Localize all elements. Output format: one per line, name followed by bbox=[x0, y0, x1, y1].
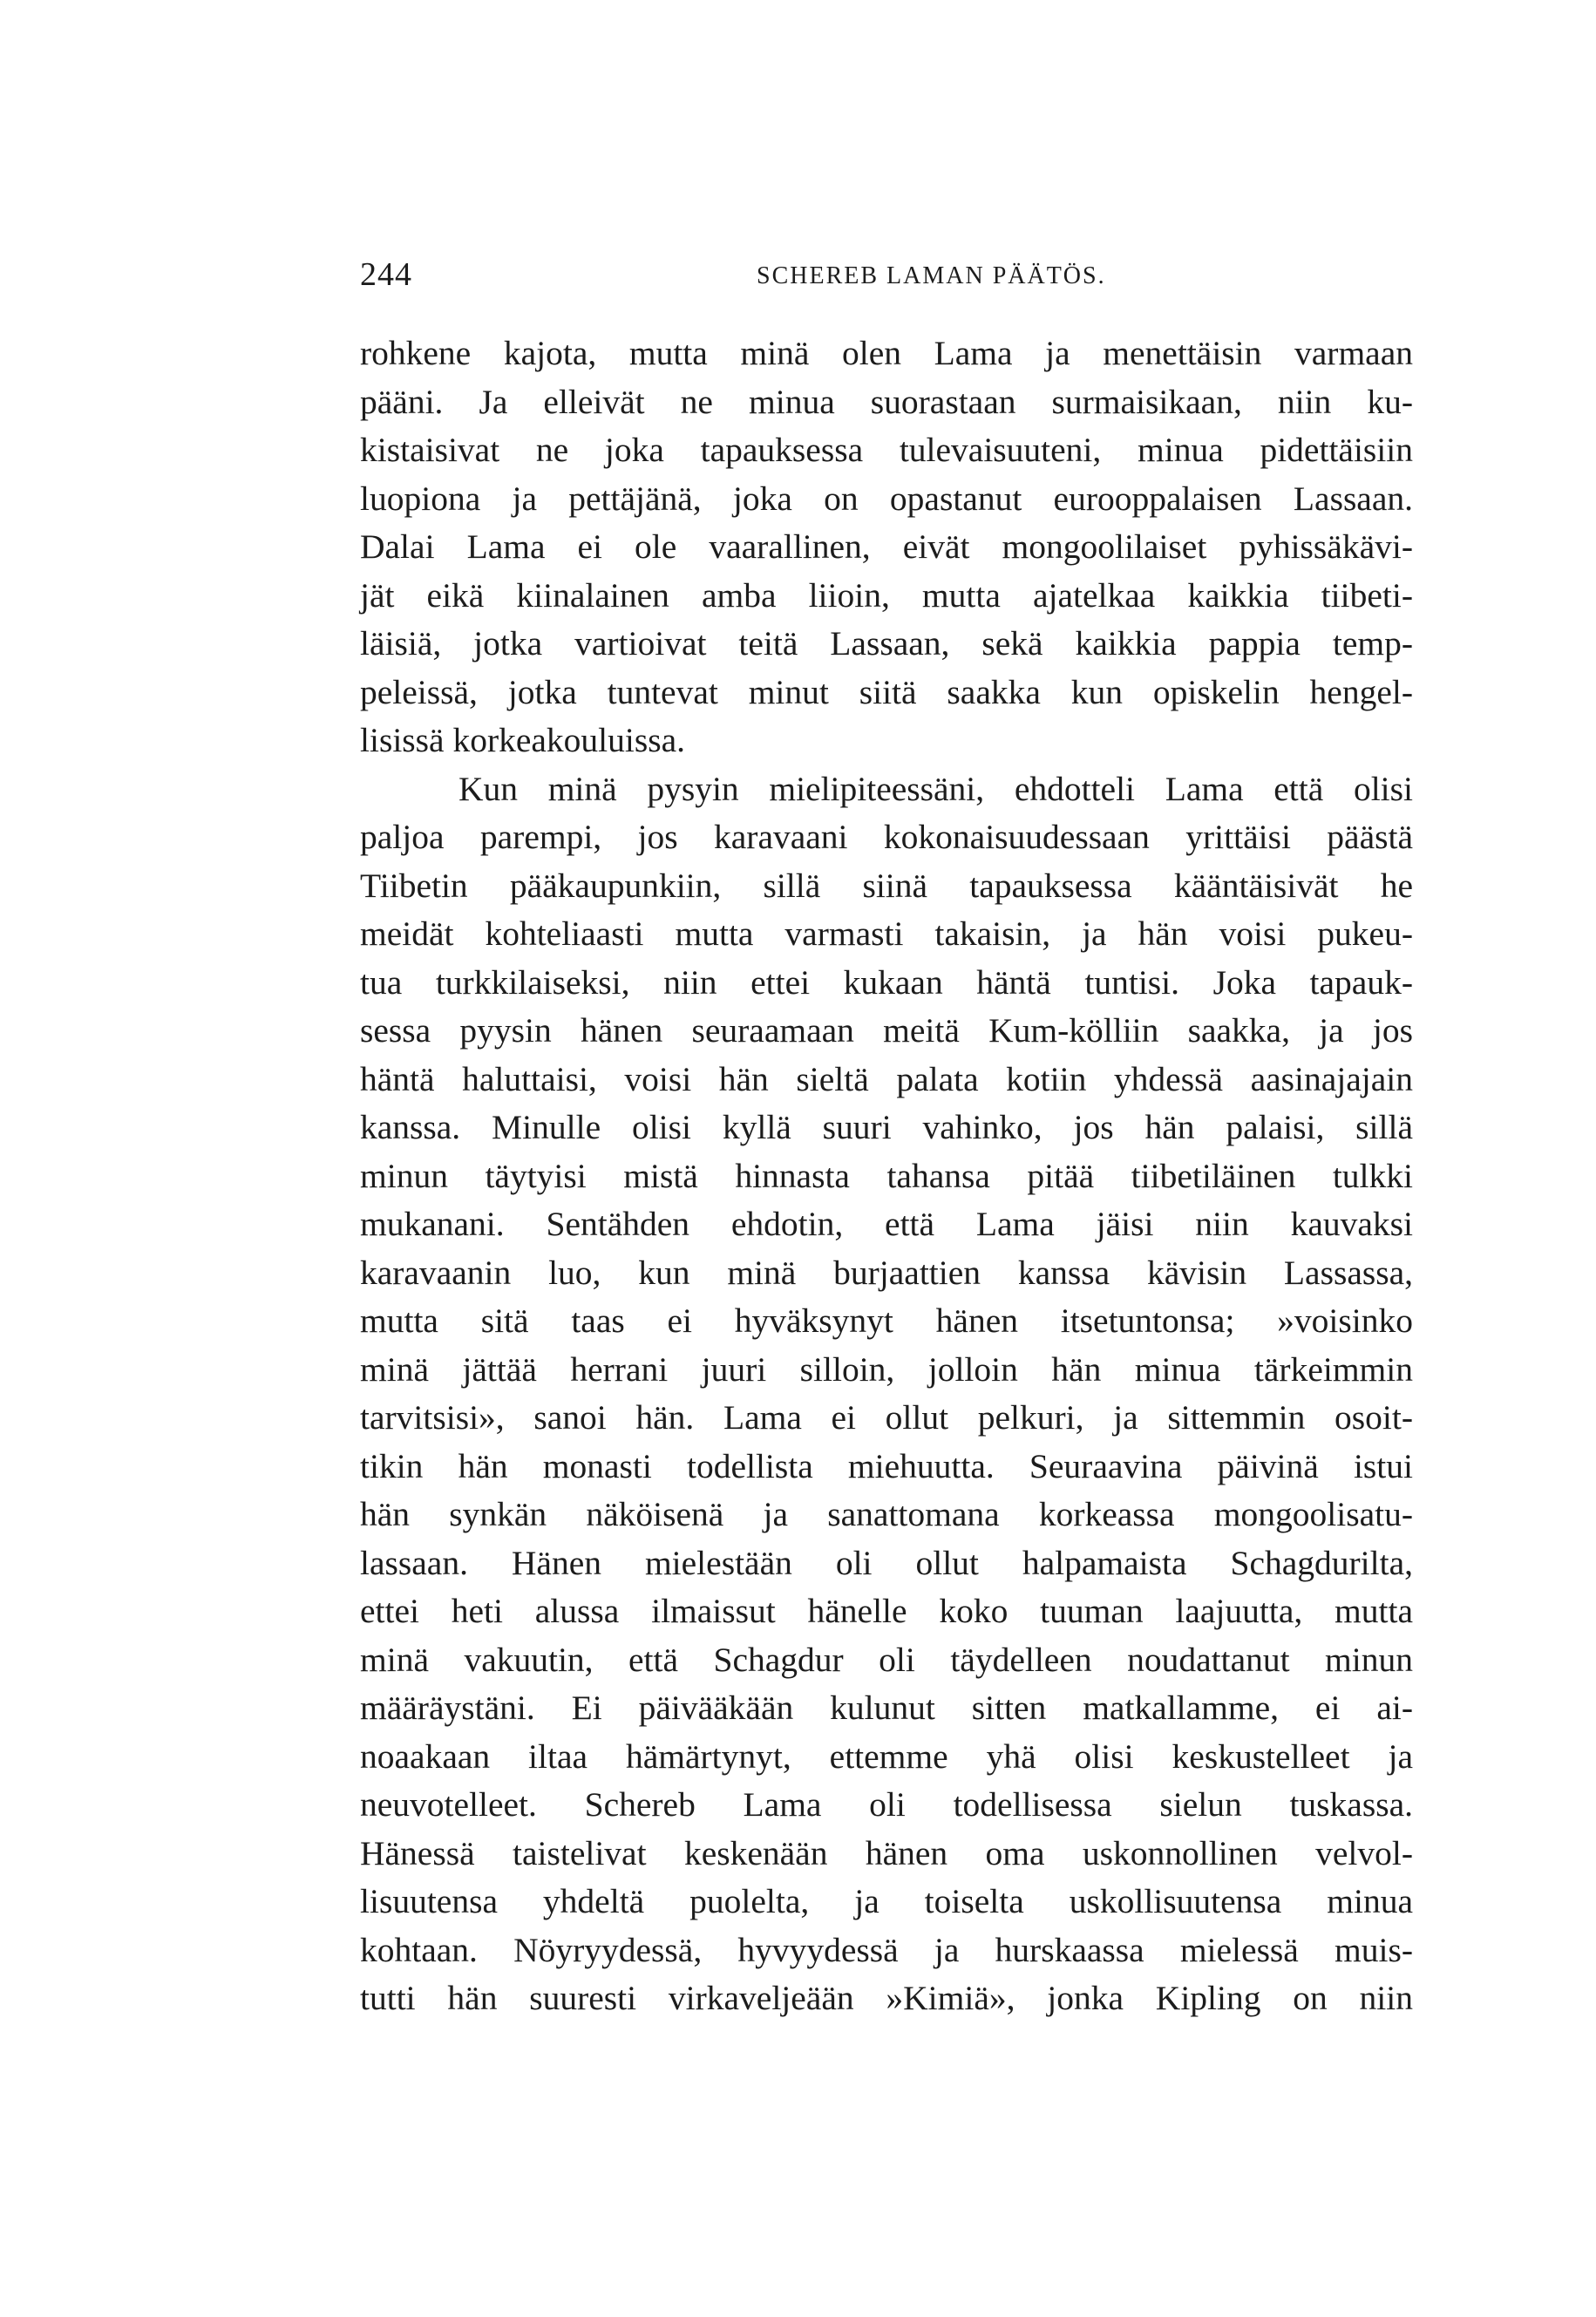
text-line: neuvotelleet. Schereb Lama oli todellisessa sielun tuskassa. bbox=[360, 1785, 1413, 1824]
text-line: läisiä, jotka vartioivat teitä Lassaan, sekä kaikkia pappia temp- bbox=[360, 624, 1413, 662]
text-line: noaakaan iltaa hämärtynyt, ettemme yhä olisi keskustelleet ja bbox=[360, 1736, 1413, 1776]
text-line: rohkene kajota, mutta minä olen Lama ja menettäisin varmaan bbox=[360, 334, 1413, 372]
text-line: lisuutensa yhdeltä puolelta, ja toiselta uskollisuutensa minua bbox=[360, 1882, 1413, 1920]
text-line: sessa pyysin hänen seuraamaan meitä Kum-kölliin saakka, ja jos bbox=[360, 1011, 1413, 1050]
text-line: tua turkkilaiseksi, niin ettei kukaan häntä tuntisi. Joka tapauk- bbox=[360, 962, 1413, 1002]
text-line: kanssa. Minulle olisi kyllä suuri vahinko, jos hän palaisi, sillä bbox=[360, 1108, 1413, 1146]
text-line: minä vakuutin, että Schagdur oli täydelleen noudattanut minun bbox=[360, 1640, 1413, 1679]
text-line: kistaisivat ne joka tapauksessa tulevaisuuteni, minua pidettäisiin bbox=[360, 431, 1413, 469]
text-line: Dalai Lama ei ole vaarallinen, eivät mongoolilaiset pyhissäkävi- bbox=[360, 527, 1413, 566]
text-line: hän synkän näköisenä ja sanattomana korkeassa mongoolisatu- bbox=[360, 1495, 1413, 1533]
running-head-title: SCHEREB LAMAN PÄÄTÖS. bbox=[757, 262, 1106, 289]
text-line: peleissä, jotka tuntevat minut siitä saakka kun opiskelin hengel- bbox=[360, 672, 1413, 711]
book-page bbox=[360, 253, 1413, 2017]
text-line: paljoa parempi, jos karavaani kokonaisuudessaan yrittäisi päästä bbox=[360, 818, 1413, 856]
text-line: tikin hän monasti todellista miehuutta. Seuraavina päivinä istui bbox=[360, 1446, 1413, 1485]
text-line: tarvitsisi», sanoi hän. Lama ei ollut pelkuri, ja sittemmin osoit- bbox=[360, 1398, 1413, 1437]
text-line: Hänessä taistelivat keskenään hänen oma uskonnollinen velvol- bbox=[360, 1833, 1413, 1872]
text-line: karavaanin luo, kun minä burjaattien kanssa kävisin Lassassa, bbox=[360, 1253, 1413, 1292]
text-line: määräystäni. Ei päivääkään kulunut sitten matkallamme, ei ai- bbox=[360, 1688, 1413, 1727]
text-line: mukanani. Sentähden ehdotin, että Lama jäisi niin kauvaksi bbox=[360, 1205, 1413, 1243]
text-line: tutti hän suuresti virkaveljeään »Kimiä», jonka Kipling on niin bbox=[360, 1979, 1413, 2017]
text-line: Kun minä pysyin mielipiteessäni, ehdotteli Lama että olisi bbox=[458, 769, 1413, 808]
text-line: minä jättää herrani juuri silloin, jolloin hän minua tärkeimmin bbox=[360, 1349, 1413, 1389]
text-line: ettei heti alussa ilmaissut hänelle koko tuuman laajuutta, mutta bbox=[360, 1592, 1413, 1630]
body-text bbox=[360, 330, 1413, 2023]
text-line: luopiona ja pettäjänä, joka on opastanut eurooppalaisen Lassaan. bbox=[360, 479, 1413, 518]
text-line: minun täytyisi mistä hinnasta tahansa pitää tiibetiläinen tulkki bbox=[360, 1156, 1413, 1195]
text-line: meidät kohteliaasti mutta varmasti takaisin, ja hän voisi pukeu- bbox=[360, 914, 1413, 953]
page-number: 244 bbox=[360, 256, 412, 293]
text-line: kohtaan. Nöyryydessä, hyvyydessä ja hurskaassa mielessä muis- bbox=[360, 1930, 1413, 1969]
running-head bbox=[360, 253, 1413, 296]
text-line: mutta sitä taas ei hyväksynyt hänen itsetuntonsa; »voisinko bbox=[360, 1301, 1413, 1340]
text-line: lassaan. Hänen mielestään oli ollut halpamaista Schagdurilta, bbox=[360, 1543, 1413, 1582]
text-line: jät eikä kiinalainen amba liioin, mutta ajatelkaa kaikkia tiibeti- bbox=[360, 575, 1413, 615]
text-line: lisissä korkeakouluissa. bbox=[360, 721, 686, 759]
text-line: Tiibetin pääkaupunkiin, sillä siinä tapauksessa kääntäisivät he bbox=[360, 866, 1413, 905]
text-line: häntä haluttaisi, voisi hän sieltä palata kotiin yhdessä aasinajajain bbox=[360, 1059, 1413, 1098]
text-line: pääni. Ja elleivät ne minua suorastaan surmaisikaan, niin ku- bbox=[360, 382, 1413, 421]
